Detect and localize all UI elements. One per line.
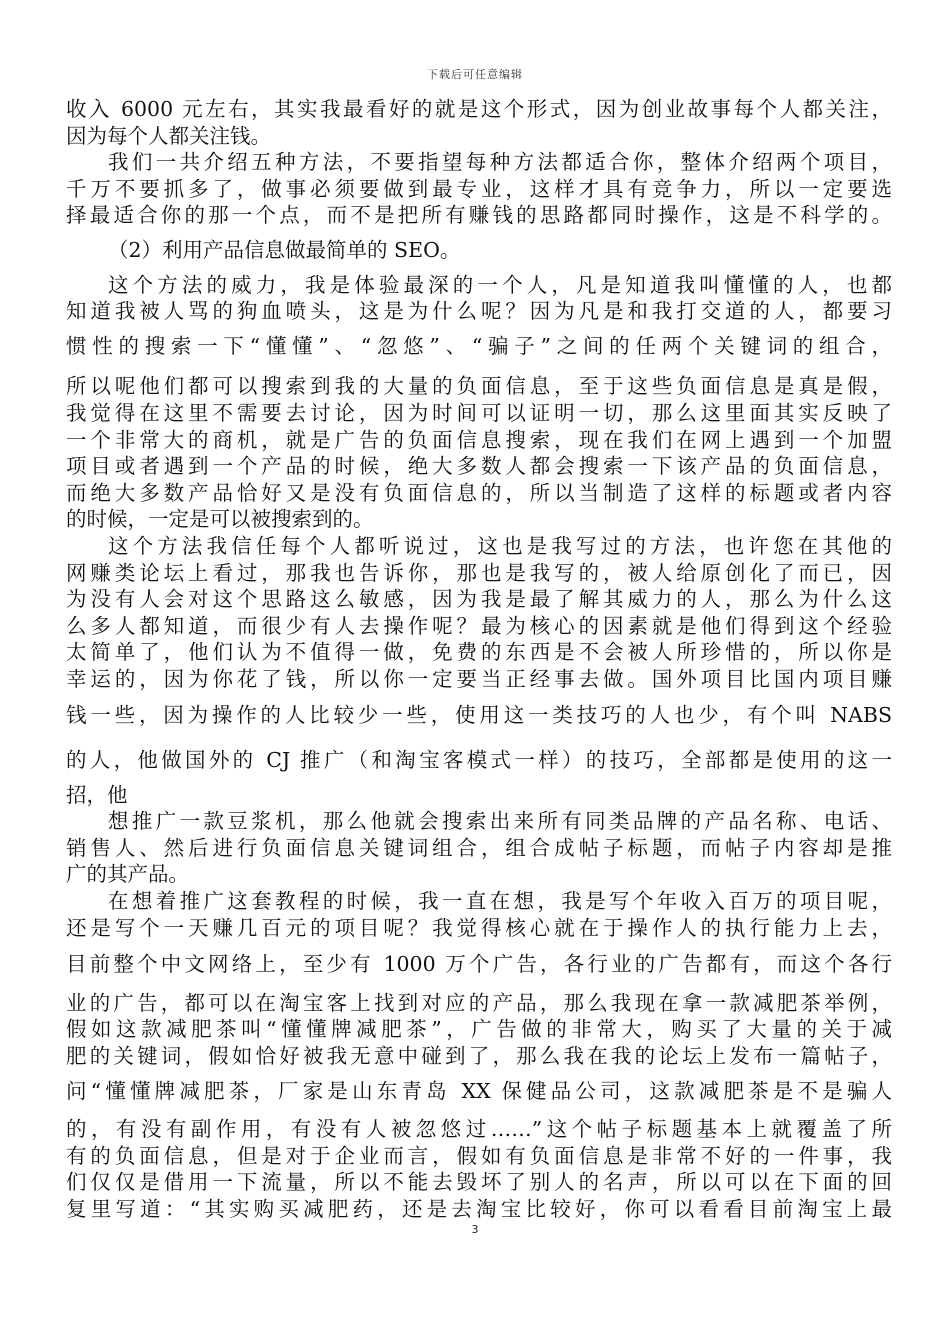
page-header: 下载后可任意编辑 — [427, 68, 523, 81]
text-line: 销售人、然后进行负面信息关键词组合，组合成帖子标题，而帖子内容却是推 — [66, 835, 892, 860]
text-line: 知道我被人骂的狗血喷头，这是为什么呢？因为凡是和我打交道的人，都要习 — [66, 299, 892, 324]
text-line: 所以呢他们都可以搜索到我的大量的负面信息，至于这些负面信息是真是假， — [66, 374, 892, 399]
page-number: 3 — [471, 1223, 479, 1236]
text-line: 项目或者遇到一个产品的时候，绝大多数人都会搜索一下该产品的负面信息， — [66, 454, 892, 479]
text-line: 有的负面信息，但是对于企业而言，假如有负面信息是非常不好的一件事，我 — [66, 1143, 892, 1168]
text-line: 广的其产品。 — [66, 862, 189, 887]
text-line: 招，他 — [66, 782, 128, 807]
text-line: 而绝大多数产品恰好又是没有负面信息的，所以当制造了这样的标题或者内容 — [66, 480, 892, 505]
text-line: 因为每个人都关注钱。 — [66, 123, 271, 148]
text-line: 的人，他做国外的 CJ 推广（和淘宝客模式一样）的技巧，全部都是使用的这一 — [66, 748, 892, 773]
text-line: 千万不要抓多了，做事必须要做到最专业，这样才具有竞争力，所以一定要选 — [66, 176, 892, 201]
text-line: 还是写个一天赚几百元的项目呢？我觉得核心就在于操作人的执行能力上去， — [66, 915, 892, 940]
text-line: 网赚类论坛上看过，那我也告诉你，那也是我写的，被人给原创化了而已，因 — [66, 560, 892, 585]
text-line: 我觉得在这里不需要去讨论，因为时间可以证明一切，那么这里面其实反映了 — [66, 400, 892, 425]
text-line: 钱一些，因为操作的人比较少一些，使用这一类技巧的人也少，有个叫 NABS — [66, 703, 892, 728]
text-line: 一个非常大的商机，就是广告的负面信息搜索，现在我们在网上遇到一个加盟 — [66, 427, 892, 452]
text-line: 么多人都知道，而很少有人去操作呢？最为核心的因素就是他们得到这个经验 — [66, 613, 892, 638]
text-line: 太简单了，他们认为不值得一做，免费的东西是不会被人所珍惜的，所以你是 — [66, 640, 892, 665]
text-line: 我们一共介绍五种方法，不要指望每种方法都适合你，整体介绍两个项目， — [108, 150, 892, 175]
text-line: 幸运的，因为你花了钱，所以你一定要当正经事去做。国外项目比国内项目赚 — [66, 666, 892, 691]
text-line: 收入 6000 元左右，其实我最看好的就是这个形式，因为创业故事每个人都关注， — [66, 97, 892, 121]
text-line: 复里写道：“其实购买减肥药，还是去淘宝比较好，你可以看看目前淘宝上最 — [66, 1196, 892, 1221]
text-line: 想推广一款豆浆机，那么他就会搜索出来所有同类品牌的产品名称、电话、 — [108, 809, 892, 834]
text-line: 肥的关键词，假如恰好被我无意中碰到了，那么我在我的论坛上发布一篇帖子， — [66, 1044, 892, 1068]
text-line: 为没有人会对这个思路这么敏感，因为我是最了解其威力的人，那么为什么这 — [66, 587, 892, 612]
text-line: 择最适合你的那一个点，而不是把所有赚钱的思路都同时操作，这是不科学的。 — [66, 203, 892, 228]
text-line: 们仅仅是借用一下流量，所以不能去毁坏了别人的名声，所以可以在下面的回 — [66, 1170, 892, 1195]
section-heading: （2）利用产品信息做最简单的 SEO。 — [108, 237, 461, 262]
text-line: 这个方法我信任每个人都听说过，这也是我写过的方法，也许您在其他的 — [108, 533, 892, 558]
text-line: 在想着推广这套教程的时候，我一直在想，我是写个年收入百万的项目呢， — [108, 889, 892, 914]
text-line: 的，有没有副作用，有没有人被忽悠过……”这个帖子标题基本上就覆盖了所 — [66, 1117, 892, 1142]
text-line: 问“懂懂牌减肥茶，厂家是山东青岛 XX 保健品公司，这款减肥茶是不是骗人 — [66, 1078, 892, 1103]
text-line: 目前整个中文网络上，至少有 1000 万个广告，各行业的广告都有，而这个各行 — [66, 952, 892, 977]
text-line: 惯性的搜索一下“懂懂”、“忽悠”、“骗子”之间的任两个关键词的组合， — [66, 333, 892, 358]
text-line: 这个方法的威力，我是体验最深的一个人，凡是知道我叫懂懂的人，也都 — [108, 272, 892, 297]
text-line: 业的广告，都可以在淘宝客上找到对应的产品，那么我现在拿一款减肥茶举例， — [66, 990, 892, 1015]
text-line: 假如这款减肥茶叫“懂懂牌减肥茶”，广告做的非常大，购买了大量的关于减 — [66, 1017, 892, 1042]
body-text — [66, 96, 892, 1223]
text-line: 的时候，一定是可以被搜索到的。 — [66, 507, 374, 532]
